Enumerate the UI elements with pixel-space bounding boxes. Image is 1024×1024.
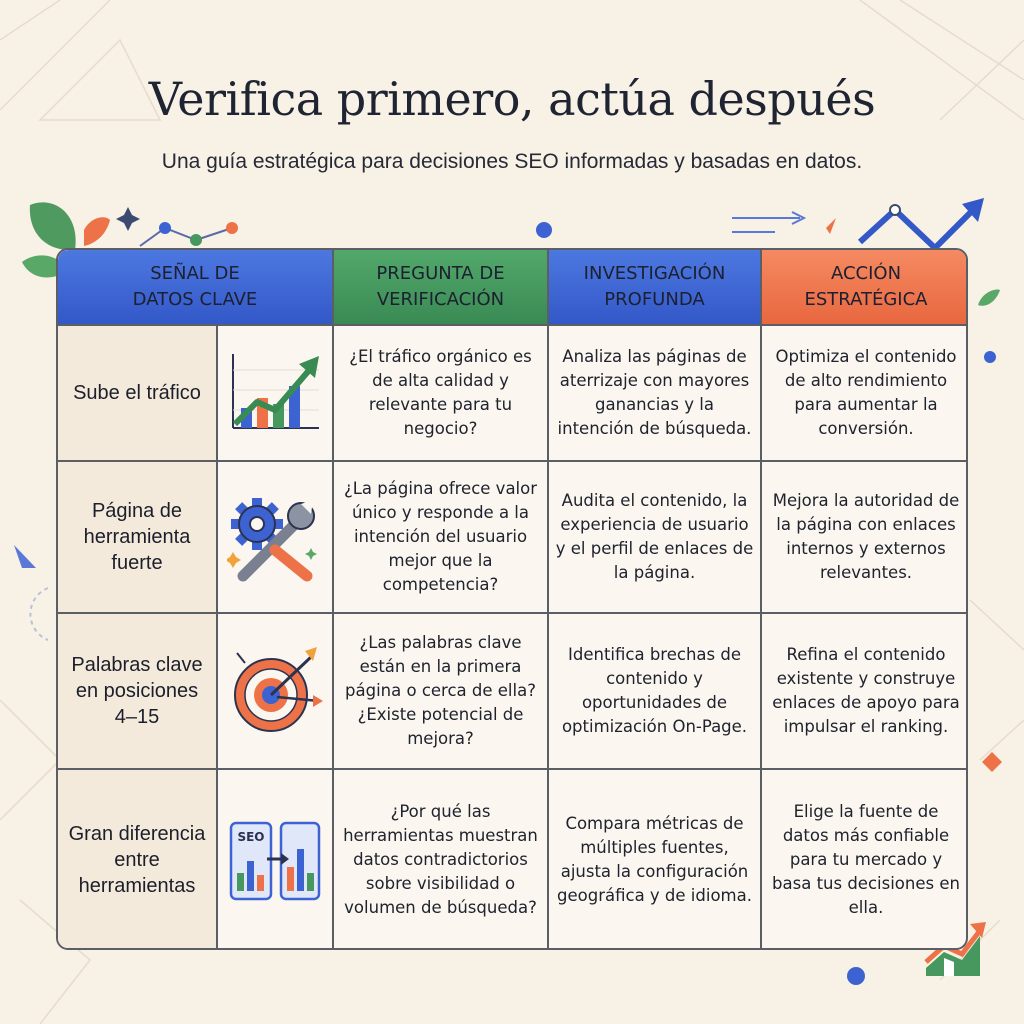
verification-question: ¿Las palabras clave están en la primera página o cerca de ella? ¿Existe potencial de mejora? <box>334 614 549 768</box>
verification-question: ¿El tráfico orgánico es de alta calidad y relevante para tu negocio? <box>334 326 549 460</box>
seo-verification-table <box>56 248 968 950</box>
deep-research: Identifica brechas de contenido y oportunidades de optimización On-Page. <box>549 614 762 768</box>
page-subtitle: Una guía estratégica para decisiones SEO informadas y basadas en datos. <box>161 150 863 173</box>
gear-wrench-icon <box>218 462 334 612</box>
verification-question: ¿Por qué las herramientas muestran datos contradictorios sobre visibilidad o volumen de búsqueda? <box>334 770 549 950</box>
table-row <box>58 614 968 770</box>
table-row <box>58 462 968 614</box>
strategic-action: Elige la fuente de datos más confiable para tu mercado y basa tus decisiones en ella. <box>772 802 960 917</box>
signal-label: Sube el tráfico <box>58 326 218 460</box>
seo-compare-icon <box>218 770 334 950</box>
verification-question: ¿La página ofrece valor único y responde a la intención del usuario mejor que la competencia? <box>334 462 549 612</box>
growth-chart-icon <box>218 326 334 460</box>
deep-research: Compara métricas de múltiples fuentes, ajusta la configuración geográfica y de idioma. <box>549 770 762 950</box>
network-line-icon <box>140 222 238 246</box>
sparkle-icon <box>116 207 140 231</box>
signal-label: Palabras clave en posiciones 4–15 <box>58 614 218 768</box>
arrow-left-icon <box>14 545 36 568</box>
table-row <box>58 770 968 950</box>
deep-research: Audita el contenido, la experiencia de usuario y el perfil de enlaces de la página. <box>549 462 762 612</box>
signal-label: Gran diferencia entre herramientas <box>58 770 218 950</box>
strategic-action: Mejora la autoridad de la página con enlaces internos y externos relevantes. <box>772 491 960 582</box>
strategic-action: Optimiza el contenido de alto rendimiento para aumentar la conversión. <box>775 347 957 438</box>
page-title: Verifica primero, actúa después <box>148 72 876 126</box>
dot-icon <box>536 222 552 238</box>
table-row <box>58 326 968 462</box>
column-header-signal: SEÑAL DE DATOS CLAVE <box>58 250 334 326</box>
trend-up-icon <box>860 198 984 248</box>
leaf-icon <box>978 290 1000 306</box>
column-header-question: PREGUNTA DE VERIFICACIÓN <box>334 250 549 326</box>
target-icon <box>218 614 334 768</box>
column-header-research: INVESTIGACIÓN PROFUNDA <box>549 250 762 326</box>
deep-research: Analiza las páginas de aterrizaje con mayores ganancias y la intención de búsqueda. <box>549 326 762 460</box>
signal-label: Página de herramienta fuerte <box>58 462 218 612</box>
seo-icon-text: SEO <box>237 830 265 844</box>
column-header-action: ACCIÓN ESTRATÉGICA <box>762 250 968 326</box>
arrow-lines-icon <box>732 212 804 232</box>
strategic-action: Refina el contenido existente y construye enlaces de apoyo para impulsar el ranking. <box>772 645 960 736</box>
